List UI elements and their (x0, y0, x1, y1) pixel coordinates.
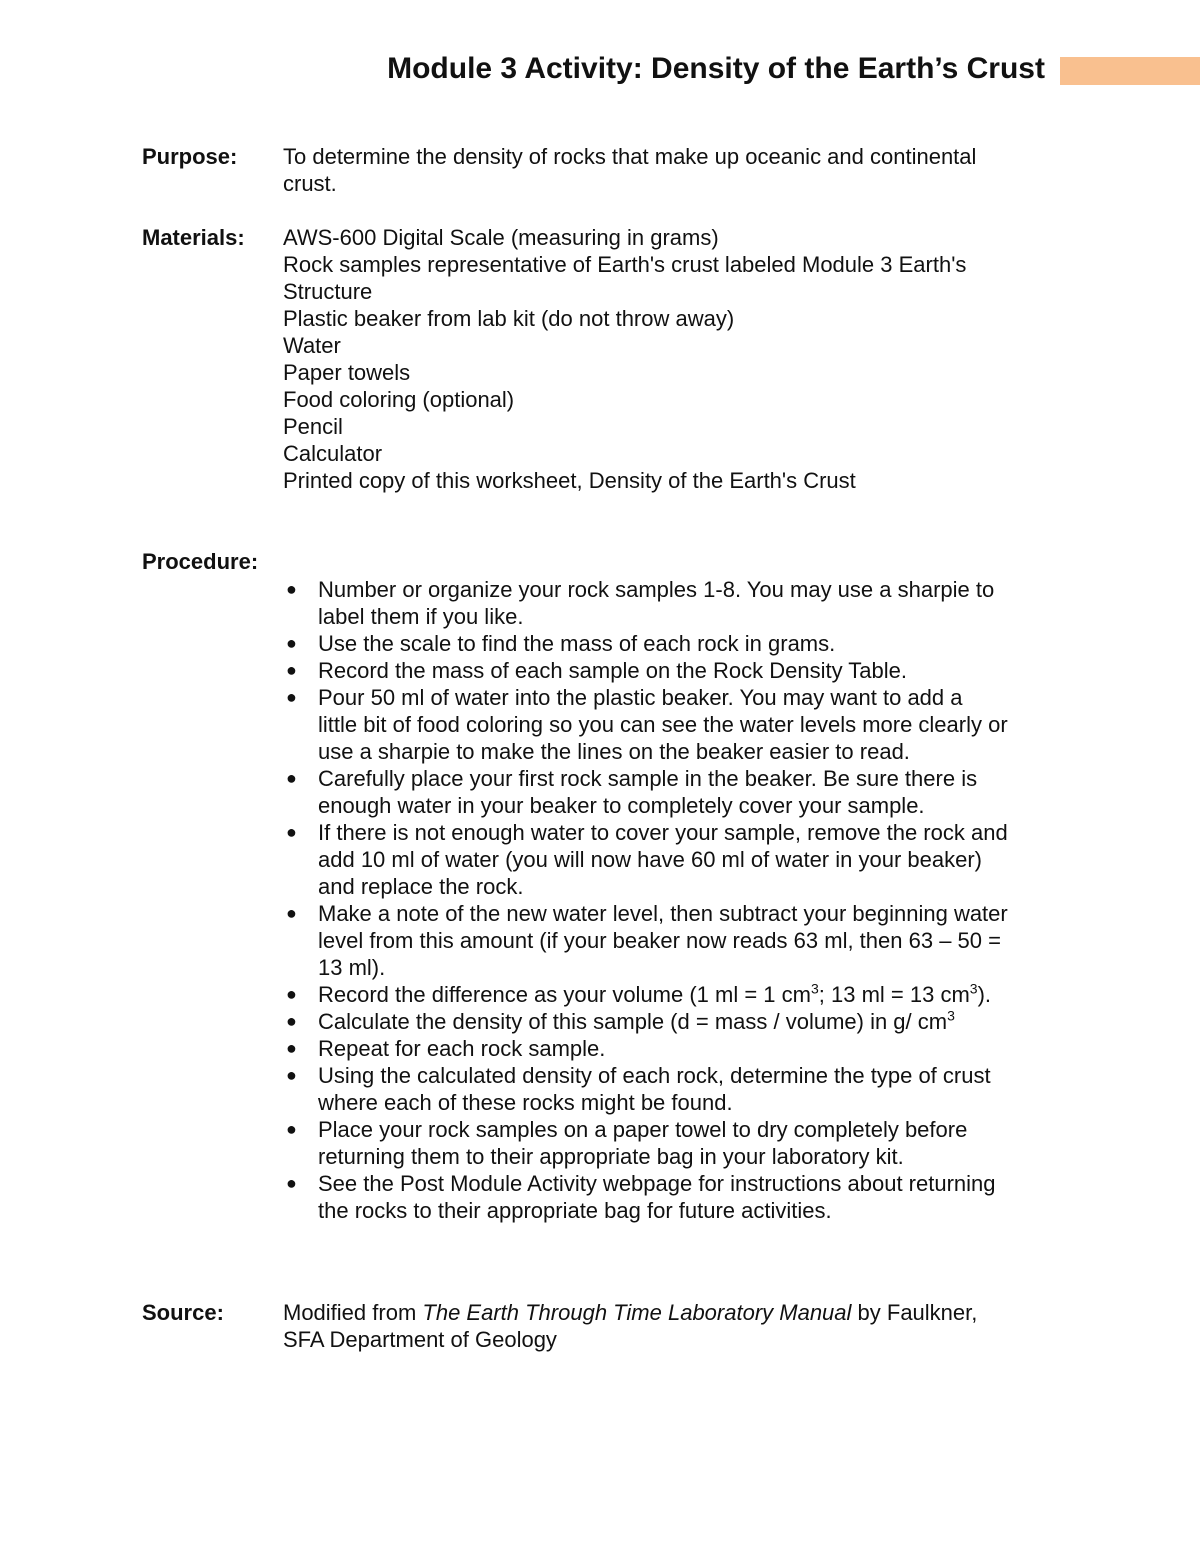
source-line-1 (283, 1299, 1073, 1326)
procedure-step-line: Use the scale to find the mass of each rock in grams. (318, 631, 836, 656)
procedure-step-line: little bit of food coloring so you can see the water levels more clearly or (318, 712, 1008, 737)
bullet-dot-icon: ● (286, 1173, 297, 1193)
material-item: Water (283, 333, 341, 358)
procedure-step-line: level from this amount (if your beaker now reads 63 ml, then 63 – 50 = (318, 928, 1001, 953)
bullet-dot-icon: ● (286, 579, 297, 599)
procedure-step-line: Pour 50 ml of water into the plastic beaker. You may want to add a (318, 685, 963, 710)
material-item: AWS-600 Digital Scale (measuring in grams) (283, 225, 719, 250)
procedure-step-line: If there is not enough water to cover your sample, remove the rock and (318, 820, 1008, 845)
procedure-step-line: where each of these rocks might be found. (318, 1090, 733, 1115)
procedure-step-line: use a sharpie to make the lines on the beaker easier to read. (318, 739, 910, 764)
procedure-step-line: add 10 ml of water (you will now have 60 ml of water in your beaker) (318, 847, 982, 872)
procedure-step (283, 765, 1083, 819)
procedure-step-text: ). (977, 982, 992, 1007)
materials-label: Materials: (142, 225, 245, 250)
procedure-step (283, 1170, 1083, 1224)
procedure-step (283, 1116, 1083, 1170)
source-suffix: by Faulkner, (851, 1300, 978, 1325)
procedure-step (283, 900, 1083, 981)
procedure-step (283, 1035, 1083, 1062)
material-item: Plastic beaker from lab kit (do not throw away) (283, 306, 735, 331)
procedure-step (283, 1008, 1083, 1035)
bullet-dot-icon: ● (286, 687, 297, 707)
procedure-step-line: Using the calculated density of each rock, determine the type of crust (318, 1063, 991, 1088)
material-item: Paper towels (283, 360, 411, 385)
bullet-dot-icon: ● (286, 660, 297, 680)
bullet-dot-icon: ● (286, 1011, 297, 1031)
procedure-step-line: and replace the rock. (318, 874, 524, 899)
procedure-step-line (318, 981, 1083, 1008)
material-item: Structure (283, 279, 373, 304)
procedure-step-line: 13 ml). (318, 955, 386, 980)
material-item: Printed copy of this worksheet, Density of the Earth's Crust (283, 468, 856, 493)
superscript: 3 (810, 980, 819, 997)
superscript: 3 (969, 980, 978, 997)
procedure-step-text: ; 13 ml = 13 cm (818, 982, 970, 1007)
procedure-step (283, 576, 1083, 630)
bullet-dot-icon: ● (286, 633, 297, 653)
bullet-dot-icon: ● (286, 984, 297, 1004)
procedure-step-text: Record the difference as your volume (1 ml = 1 cm (318, 982, 811, 1007)
procedure-step-line: Carefully place your first rock sample in the beaker. Be sure there is (318, 766, 978, 791)
procedure-step (283, 684, 1083, 765)
material-item: Calculator (283, 441, 383, 466)
purpose-line: To determine the density of rocks that make up oceanic and continental (283, 144, 977, 169)
procedure-step-line: the rocks to their appropriate bag for future activities. (318, 1198, 832, 1223)
source-text (283, 1299, 1073, 1353)
procedure-step-line: Make a note of the new water level, then subtract your beginning water (318, 901, 1008, 926)
procedure-step-line: returning them to their appropriate bag in your laboratory kit. (318, 1144, 904, 1169)
source-book-title: The Earth Through Time Laboratory Manual (422, 1300, 852, 1325)
procedure-steps-list (283, 576, 1083, 1224)
purpose-label: Purpose: (142, 144, 238, 169)
procedure-step (283, 630, 1083, 657)
bullet-dot-icon: ● (286, 822, 297, 842)
procedure-step-line: Number or organize your rock samples 1-8. You may use a sharpie to (318, 577, 995, 602)
procedure-step-line: Repeat for each rock sample. (318, 1036, 606, 1061)
source-line-2: SFA Department of Geology (283, 1327, 557, 1352)
materials-list (283, 224, 1073, 494)
bullet-dot-icon: ● (286, 903, 297, 923)
procedure-step-text: Calculate the density of this sample (d = mass / volume) in g/ cm (318, 1009, 948, 1034)
bullet-dot-icon: ● (286, 1038, 297, 1058)
purpose-line: crust. (283, 171, 337, 196)
header-accent-bar (1060, 57, 1200, 85)
procedure-step-line: enough water in your beaker to completely cover your sample. (318, 793, 925, 818)
source-label: Source: (142, 1300, 224, 1325)
bullet-dot-icon: ● (286, 1119, 297, 1139)
material-item: Food coloring (optional) (283, 387, 515, 412)
material-item: Pencil (283, 414, 343, 439)
procedure-step-line: Place your rock samples on a paper towel to dry completely before (318, 1117, 968, 1142)
bullet-dot-icon: ● (286, 768, 297, 788)
bullet-dot-icon: ● (286, 1065, 297, 1085)
purpose-text (283, 143, 1073, 197)
material-item: Rock samples representative of Earth's crust labeled Module 3 Earth's (283, 252, 967, 277)
page-title: Module 3 Activity: Density of the Earth’s Crust (387, 52, 1045, 85)
procedure-step-line: label them if you like. (318, 604, 524, 629)
procedure-step (283, 1062, 1083, 1116)
superscript: 3 (947, 1007, 955, 1024)
procedure-step-line (318, 1008, 1083, 1035)
procedure-step (283, 981, 1083, 1008)
procedure-step-line: See the Post Module Activity webpage for instructions about returning (318, 1171, 996, 1196)
procedure-step (283, 657, 1083, 684)
procedure-step-line: Record the mass of each sample on the Rock Density Table. (318, 658, 908, 683)
procedure-step (283, 819, 1083, 900)
procedure-label: Procedure: (142, 549, 259, 574)
source-prefix: Modified from (283, 1300, 423, 1325)
